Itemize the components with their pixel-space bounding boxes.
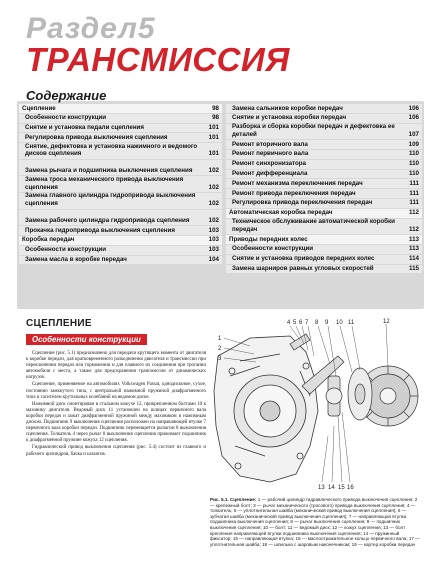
toc-entry xyxy=(226,140,422,150)
toc-entry-title: Снятие и установка приводов передних колес xyxy=(232,255,375,263)
callout-label: 14 xyxy=(328,485,335,491)
toc-entry-page: 98 xyxy=(212,104,219,112)
toc-entry-title: Замена сальников коробки передач xyxy=(232,104,343,112)
driven-disc-drawing xyxy=(348,368,372,420)
toc-entry xyxy=(19,143,222,160)
callout-label: 9 xyxy=(325,320,329,326)
paragraph: Гидравлический привод выключения сцепления (рис. 5.4) состоит из главного и рабочего цилиндров, бачка и шлангов. xyxy=(26,445,206,457)
toc-entry-title: Снятие и установка коробки передач xyxy=(232,114,347,122)
toc-entry-title: Замена троса механического привода выключения сцепления xyxy=(25,175,184,191)
toc-entry-page: 110 xyxy=(409,170,419,178)
callout-label: 16 xyxy=(347,485,354,491)
toc-entry-title: Ремонт первичного вала xyxy=(232,150,309,158)
chapter-title: ТРАНСМИССИЯ xyxy=(26,41,290,78)
toc-entry-page: 111 xyxy=(409,179,419,187)
toc-entry-page: 112 xyxy=(409,225,419,233)
toc-entry xyxy=(19,104,222,114)
caption-label: Рис. 5.1. Сцепление: xyxy=(210,497,257,502)
toc-right-column xyxy=(226,104,422,274)
table-of-contents xyxy=(17,101,424,309)
toc-entry xyxy=(19,210,222,227)
toc-entry xyxy=(226,170,422,180)
toc-entry-page: 103 xyxy=(208,236,219,244)
subsection-heading: Особенности конструкции xyxy=(26,334,147,345)
toc-entry xyxy=(226,189,422,199)
toc-entry-page: 110 xyxy=(409,160,419,168)
toc-entry-page: 102 xyxy=(208,216,219,224)
toc-entry-title: Замена главного цилиндра гидропривода выключения сцепления xyxy=(25,192,196,208)
toc-entry xyxy=(19,176,222,193)
toc-entry-title: Прокачка гидропривода выключения сцепления xyxy=(25,226,175,234)
toc-entry-title: Техническое обслуживание автоматической коробки передач xyxy=(232,218,395,233)
contents-heading: Содержание xyxy=(26,88,107,103)
toc-entry-page: 106 xyxy=(408,104,419,112)
toc-entry xyxy=(19,124,222,134)
toc-entry xyxy=(226,104,422,114)
toc-entry-title: Разборка и сборка коробки передач и дефектовка ее деталей xyxy=(232,123,395,138)
toc-entry-page: 110 xyxy=(409,150,419,158)
toc-entry xyxy=(226,124,422,141)
toc-entry xyxy=(19,226,222,236)
toc-entry-page: 98 xyxy=(212,114,219,122)
caption-text: 1 — рабочий цилиндр гидравлического привода выключения сцепления; 2 — крепежный болт; 3 — рычаг механического (тросового) привода выключения сцепления; 4 — толкатель; 5 — уплотнительная шайба (механический привод выключения сцепления); 6 — зубчатая шайба (механический привод выключения сцепления); 7 — направляющая втулка подшипника выключения сцепления; 8 — рычаг выключения сцепления; 9 — подшипник выключения сцепления; 10 — болт; 11 — ведомый диск; 12 — кожух сцепления; 13 — болт крепления направляющей втулки подшипника выключения сцепления; 14 — пружинный фиксатор; 15 — направляющая втулка; 16 — маслоотражательное кольцо первичного вала; 17 — уплотнительная шайба; 18 — шпилька с шаровым наконечником; 19 — картер коробки передач xyxy=(210,497,420,547)
toc-entry-page: 114 xyxy=(409,255,419,263)
toc-entry-title: Снятие, дефектовка и установка нажимного и ведомого дисков сцепления xyxy=(25,142,198,158)
callout-label: 5 xyxy=(293,320,297,326)
toc-entry xyxy=(226,160,422,170)
toc-entry-page: 112 xyxy=(409,209,419,217)
callout-label: 10 xyxy=(336,320,343,326)
toc-entry-page: 103 xyxy=(208,226,219,234)
toc-entry-page: 101 xyxy=(208,124,219,132)
paragraph: Сцепление, применяемое на автомобилях Volkswagen Passat, однодисковое, сухое, постоянно замкнутого типа, с центральной нажимной пружиной диафрагменного типа и гасителем крутильных колебаний на ведомом диске. xyxy=(26,382,206,400)
toc-entry xyxy=(226,179,422,189)
paragraph: Нажимной диск смонтирован в стальном кожухе 12, прикрепленном болтами 10 к маховику двигателя. Ведомый диск 11 установлен на шлицах первичного вала коробки передач и зажат диафрагменной пружиной между маховиком и нажимным диском. Подшипник 9 выключения сцепления расположен на направляющей втулке 7 первичного вала коробки передач. Подшипник перемещается рычагом 8 выключения сцепления. Толкатель 4 через рычаг 8 выключения сцепления прижимает подшипник к диафрагменной пружине кожуха 12 сцепления. xyxy=(26,401,206,444)
chapter-label: Раздел5 xyxy=(26,12,156,45)
clutch-section xyxy=(26,318,206,459)
toc-entry-title: Регулировка привода переключения передач xyxy=(232,199,373,207)
callout-label: 13 xyxy=(318,485,325,491)
toc-entry xyxy=(226,199,422,209)
toc-entry-page: 113 xyxy=(409,245,419,253)
toc-entry xyxy=(19,236,222,246)
toc-entry-title: Ремонт вторичного вала xyxy=(232,140,308,148)
toc-entry-title: Снятие и установка педали сцепления xyxy=(25,124,144,132)
toc-entry-page: 109 xyxy=(408,140,419,148)
toc-entry-page: 103 xyxy=(208,246,219,254)
section-heading: СЦЕПЛЕНИЕ xyxy=(26,318,92,329)
gearbox-housing-drawing xyxy=(214,336,318,482)
toc-entry-title: Замена масла в коробке передач xyxy=(25,256,127,264)
toc-entry-title: Приводы передних колес xyxy=(229,235,308,243)
clutch-exploded-figure xyxy=(210,316,420,491)
callout-label: 3 xyxy=(218,356,222,362)
callout-label: 6 xyxy=(299,320,303,326)
toc-entry-title: Особенности конструкции xyxy=(25,246,107,254)
toc-entry-title: Сцепление xyxy=(22,104,56,112)
toc-entry xyxy=(226,255,422,265)
toc-left-column xyxy=(19,104,222,265)
figure-caption xyxy=(210,497,421,547)
toc-entry-title: Замена шарниров равных угловых скоростей xyxy=(232,265,374,273)
toc-entry-title: Ремонт синхронизатора xyxy=(232,160,307,168)
toc-entry-title: Коробка передач xyxy=(22,236,75,244)
toc-entry-title: Ремонт механизма переключения передач xyxy=(232,179,363,187)
toc-entry-page: 106 xyxy=(408,114,419,122)
toc-entry-page: 115 xyxy=(409,265,419,273)
toc-entry-page: 113 xyxy=(409,235,419,243)
callout-label: 8 xyxy=(315,320,319,326)
toc-entry-title: Автоматическая коробка передач xyxy=(229,209,333,217)
toc-entry-title: Особенности конструкции xyxy=(232,245,314,253)
toc-entry xyxy=(226,219,422,236)
toc-entry xyxy=(19,256,222,266)
callout-label: 11 xyxy=(348,320,355,326)
toc-entry xyxy=(19,193,222,210)
toc-entry-title: Ремонт привода переключения передач xyxy=(232,189,356,197)
toc-entry xyxy=(19,246,222,256)
chapter-header xyxy=(0,0,431,86)
toc-entry-title: Замена рабочего цилиндра гидропривода сцепления xyxy=(25,216,190,224)
toc-entry-title: Замена рычага и подшипника выключения сцепления xyxy=(25,167,193,175)
toc-entry-title: Особенности конструкции xyxy=(25,114,107,122)
callout-label: 4 xyxy=(287,320,291,326)
toc-entry-page: 104 xyxy=(208,256,219,264)
toc-entry xyxy=(226,150,422,160)
toc-entry-page: 101 xyxy=(208,150,219,158)
callout-label: 2 xyxy=(218,346,222,352)
paragraph: Сцепление (рис. 5.1) предназначено для передачи крутящего момента от двигателя к коробке передач, для кратковременного разъединения двигателя и трансмиссии при переключении передач или торможении и для плавного их соединения при трогании автомобиля с места, а также для предохранения трансмиссии от динамических нагрузок. xyxy=(26,351,206,381)
toc-entry-title: Ремонт дифференциала xyxy=(232,170,308,178)
toc-entry-page: 102 xyxy=(208,167,219,175)
toc-entry-page: 111 xyxy=(409,189,419,197)
toc-entry-page: 101 xyxy=(208,133,219,141)
section-body xyxy=(26,351,206,458)
toc-entry xyxy=(19,114,222,124)
callout-label: 1 xyxy=(218,336,222,342)
callout-label: 7 xyxy=(305,320,309,326)
callout-label: 12 xyxy=(383,319,390,325)
callout-label: 15 xyxy=(338,485,345,491)
toc-entry-page: 102 xyxy=(208,200,219,208)
toc-entry-title: Регулировка привода выключения сцепления xyxy=(25,133,168,141)
toc-entry xyxy=(226,245,422,255)
toc-entry-page: 102 xyxy=(208,183,219,191)
toc-entry xyxy=(19,160,222,177)
toc-entry xyxy=(226,265,422,275)
toc-entry xyxy=(226,235,422,245)
toc-entry-page: 111 xyxy=(409,199,419,207)
toc-entry-page: 107 xyxy=(408,130,419,138)
